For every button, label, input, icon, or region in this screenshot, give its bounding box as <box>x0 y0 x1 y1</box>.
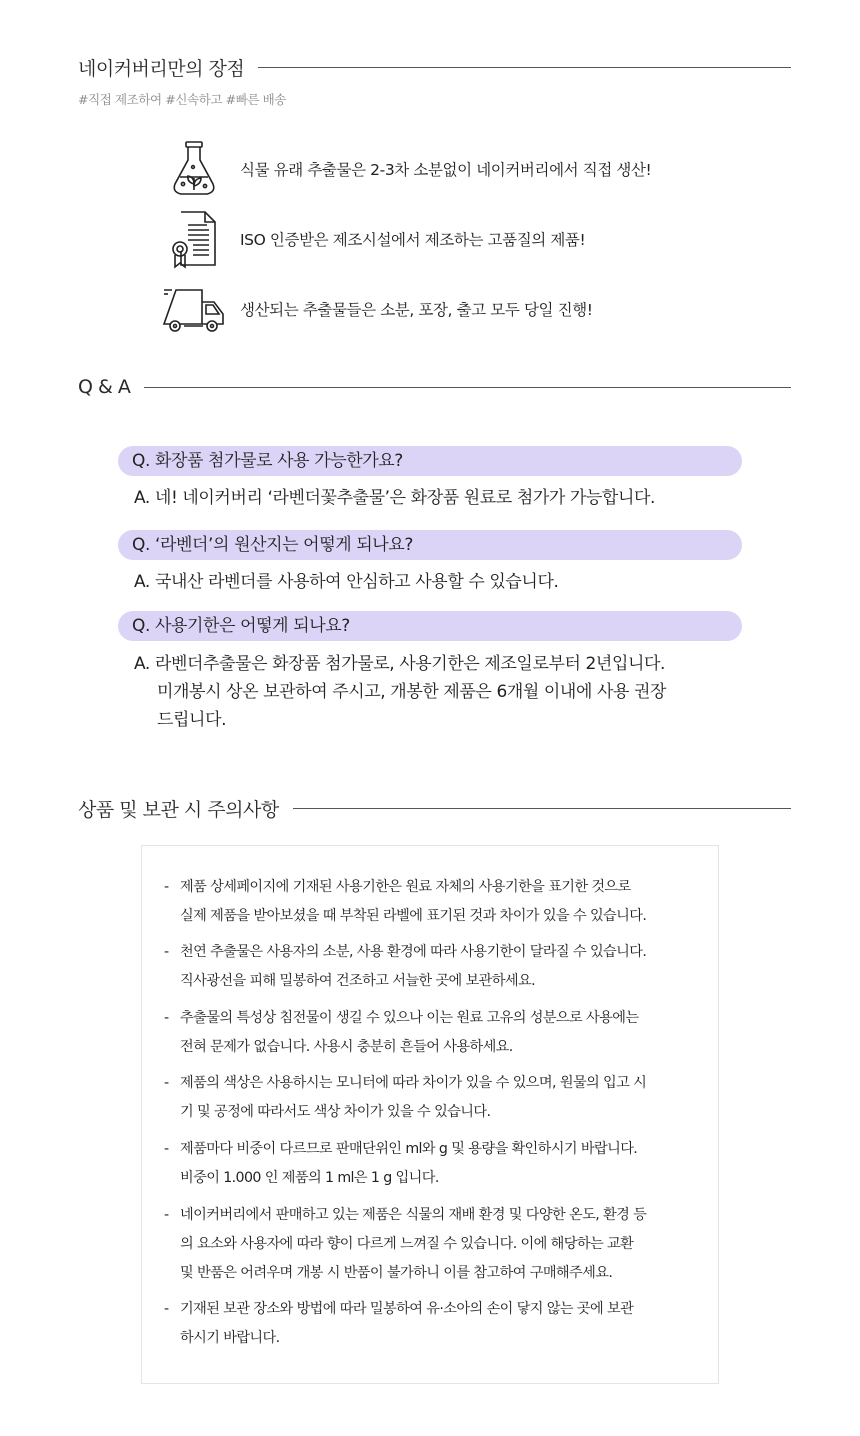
notice-item <box>164 1295 704 1353</box>
bullet-dash: - <box>164 1010 169 1026</box>
notice-line: 의 요소와 사용자에 따라 향이 다르게 느껴질 수 있습니다. 이에 해당하는 교환 <box>180 1236 634 1252</box>
notice-line: 추출물의 특성상 침전물이 생길 수 있으나 이는 원료 고유의 성분으로 사용에는 <box>180 1010 639 1026</box>
notice-header <box>78 795 791 822</box>
feature-item <box>162 138 651 200</box>
notice-line: 네이커버리에서 판매하고 있는 제품은 식물의 재배 환경 및 다양한 온도, 환경 등 <box>180 1207 647 1223</box>
notice-box <box>141 845 719 1384</box>
answer <box>134 650 666 734</box>
answer-line: A. 국내산 라벤더를 사용하여 안심하고 사용할 수 있습니다. <box>134 572 559 592</box>
notice-item <box>164 1069 704 1127</box>
notice-line: 전혀 문제가 없습니다. 사용시 충분히 흔들어 사용하세요. <box>180 1039 513 1055</box>
notice-item <box>164 938 704 996</box>
question: Q. ‘라벤더’의 원산지는 어떻게 되나요? <box>118 530 742 560</box>
notice-line: 제품마다 비중이 다르므로 판매단위인 ml와 g 및 용량을 확인하시기 바랍니다. <box>180 1141 638 1157</box>
bullet-dash: - <box>164 1301 169 1317</box>
notice-item <box>164 873 704 931</box>
notice-item <box>164 1201 704 1288</box>
divider-line <box>293 808 791 809</box>
notice-line: 기 및 공정에 따라서도 색상 차이가 있을 수 있습니다. <box>180 1104 491 1120</box>
divider-line <box>258 67 791 68</box>
question: Q. 사용기한은 어떻게 되나요? <box>118 611 742 641</box>
notice-line: 제품의 색상은 사용하시는 모니터에 따라 차이가 있을 수 있으며, 원물의 입고 시 <box>180 1075 647 1091</box>
notice-line: 비중이 1.000 인 제품의 1 ml은 1 g 입니다. <box>180 1170 439 1186</box>
feature-text: 생산되는 추출물들은 소분, 포장, 출고 모두 당일 진행! <box>240 301 593 319</box>
bullet-dash: - <box>164 1207 169 1223</box>
notice-line: 제품 상세페이지에 기재된 사용기한은 원료 자체의 사용기한을 표기한 것으로 <box>180 879 631 895</box>
question: Q. 화장품 첨가물로 사용 가능한가요? <box>118 446 742 476</box>
notice-line: 하시기 바랍니다. <box>180 1330 280 1346</box>
feature-item <box>162 278 593 340</box>
bullet-dash: - <box>164 879 169 895</box>
notice-line: 천연 추출물은 사용자의 소분, 사용 환경에 따라 사용기한이 달라질 수 있습니다. <box>180 944 647 960</box>
feature-text: 식물 유래 추출물은 2-3차 소분없이 네이커버리에서 직접 생산! <box>240 161 652 179</box>
notice-item <box>164 1004 704 1062</box>
answer-line: 드립니다. <box>157 710 227 730</box>
feature-item <box>162 208 585 270</box>
flask-leaf-icon <box>162 138 226 200</box>
answer <box>134 568 558 596</box>
bullet-dash: - <box>164 1075 169 1091</box>
answer-line: 미개봉시 상온 보관하여 주시고, 개봉한 제품은 6개월 이내에 사용 권장 <box>157 682 667 702</box>
advantages-header <box>78 54 791 81</box>
bullet-dash: - <box>164 1141 169 1157</box>
qa-header <box>78 376 791 398</box>
feature-text: ISO 인증받은 제조시설에서 제조하는 고품질의 제품! <box>240 231 586 249</box>
notice-item <box>164 1135 704 1193</box>
notice-line: 실제 제품을 받아보셨을 때 부착된 라벨에 표기된 것과 차이가 있을 수 있습니다. <box>180 908 647 924</box>
advantages-title: 네이커버리만의 장점 <box>78 58 245 80</box>
notice-line: 기재된 보관 장소와 방법에 따라 밀봉하여 유·소아의 손이 닿지 않는 곳에 보관 <box>180 1301 634 1317</box>
answer-line: A. 네! 네이커버리 ‘라벤더꽃추출물’은 화장품 원료로 첨가가 가능합니다. <box>134 488 656 508</box>
qa-title: Q & A <box>78 376 131 398</box>
notice-title: 상품 및 보관 시 주의사항 <box>78 799 279 821</box>
delivery-truck-icon <box>162 278 226 340</box>
answer-line: A. 라벤더추출물은 화장품 첨가물로, 사용기한은 제조일로부터 2년입니다. <box>134 654 666 674</box>
bullet-dash: - <box>164 944 169 960</box>
certificate-icon <box>162 208 226 270</box>
notice-line: 및 반품은 어려우며 개봉 시 반품이 불가하니 이를 참고하여 구매해주세요. <box>180 1265 613 1281</box>
answer <box>134 484 655 512</box>
hashtags: #직접 제조하여 #신속하고 #빠른 배송 <box>78 92 286 107</box>
divider-line <box>144 387 791 388</box>
notice-line: 직사광선을 피해 밀봉하여 건조하고 서늘한 곳에 보관하세요. <box>180 973 535 989</box>
